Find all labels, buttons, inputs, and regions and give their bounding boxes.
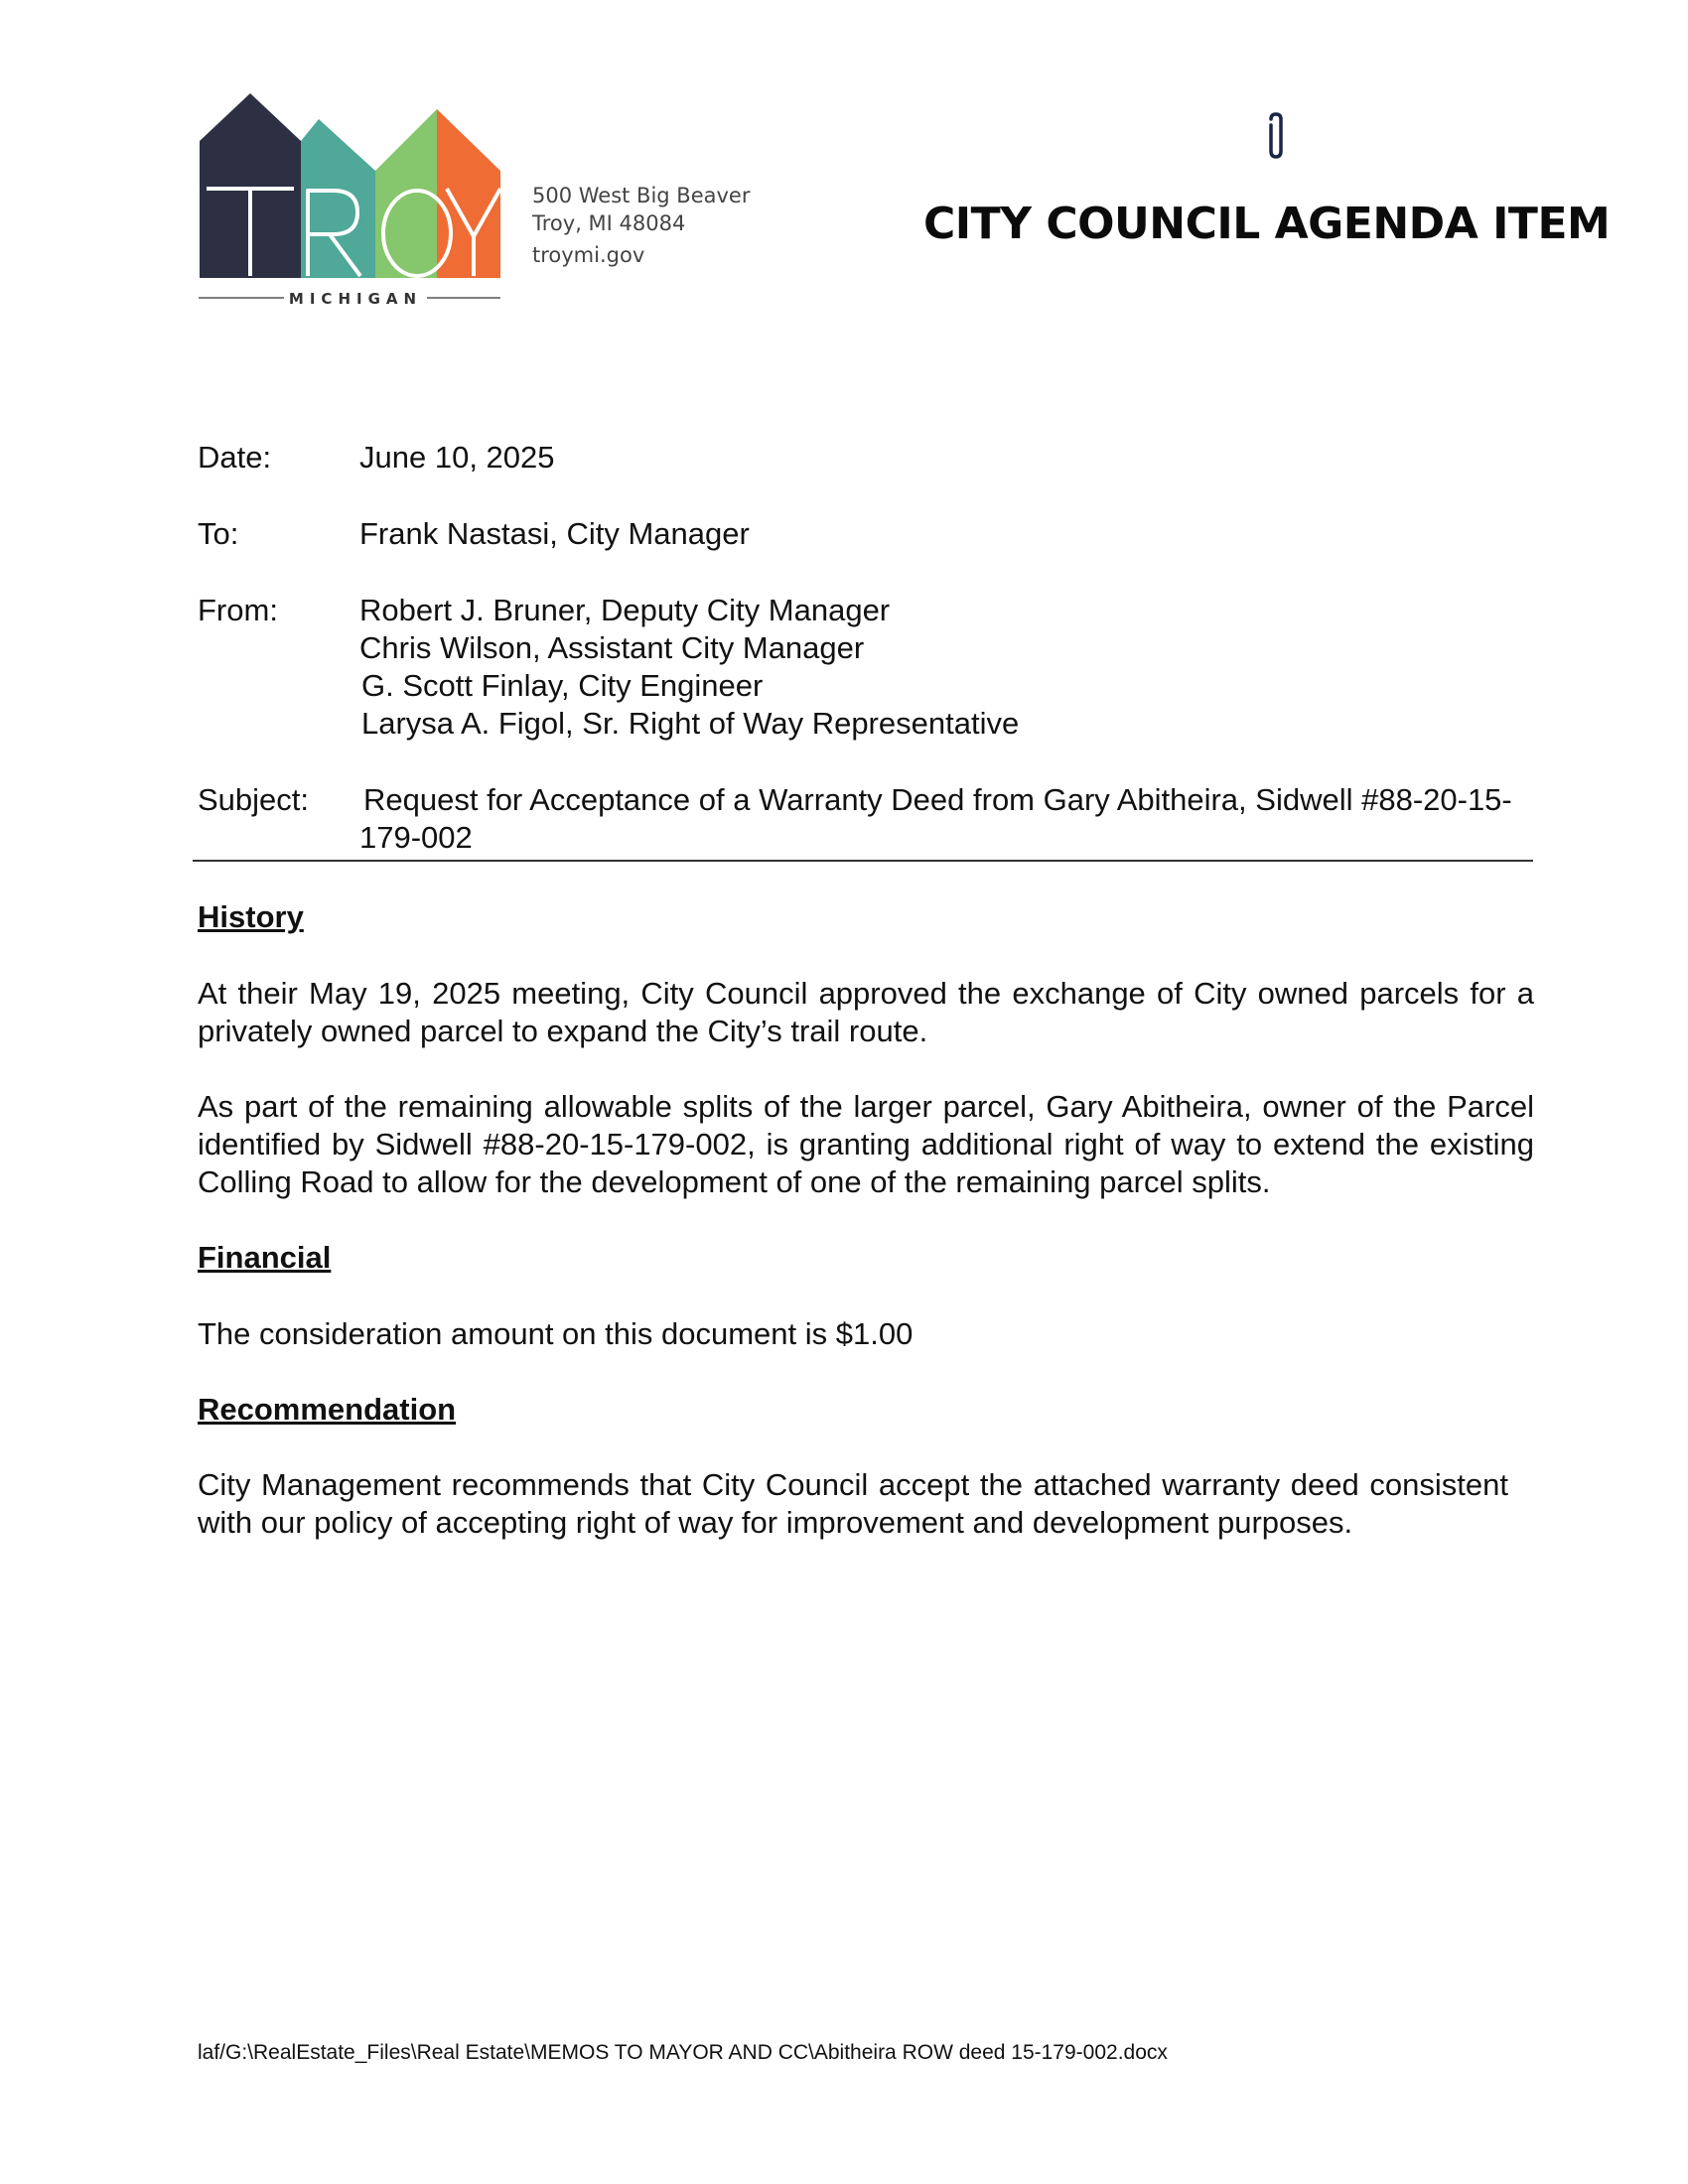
financial-heading: Financial [198,1240,332,1275]
history-paragraph-2: As part of the remaining allowable splits of the larger parcel, Gary Abitheira, owner of the Parcel identified by Sidwell #88-20-15-179-002, is granting additional right of way to extend the existing Colling Road to allow for the development of one of the remaining parcel splits. [198,1089,1534,1199]
date-value: June 10, 2025 [359,440,555,475]
to-label: To: [198,516,239,551]
history-paragraph-1: At their May 19, 2025 meeting, City Council approved the exchange of City owned parcels for a privately owned parcel to expand the City’s trail route. [198,976,1534,1048]
logo-state-text: MICHIGAN [288,290,423,308]
subject-label: Subject: [198,782,310,817]
recommendation-heading: Recommendation [198,1392,457,1427]
page-title: CITY COUNCIL AGENDA ITEM [923,199,1611,249]
address-line-1: 500 West Big Beaver [532,184,751,207]
from-line-4: Larysa A. Figol, Sr. Right of Way Representative [361,706,1020,741]
history-heading: History [198,899,304,934]
subject-line-1: Request for Acceptance of a Warranty Deed from Gary Abitheira, Sidwell #88-20-15- [363,782,1512,817]
financial-paragraph: The consideration amount on this document is $1.00 [198,1316,914,1351]
file-path-footer: laf/G:\RealEstate_Files\Real Estate\MEMOS TO MAYOR AND CC\Abitheira ROW deed 15-179-002.docx [198,2041,1168,2064]
website-text: troymi.gov [532,243,645,267]
header-divider [193,860,1533,862]
troy-michigan-logo [197,89,514,313]
from-line-2: Chris Wilson, Assistant City Manager [359,630,865,665]
date-label: Date: [198,440,272,475]
recommendation-paragraph: City Management recommends that City Council accept the attached warranty deed consistent with our policy of accepting right of way for improvement and development purposes. [198,1467,1508,1540]
from-line-1: Robert J. Bruner, Deputy City Manager [359,593,891,627]
paperclip-icon [1263,111,1289,161]
from-label: From: [198,593,278,627]
address-line-2: Troy, MI 48084 [532,211,686,235]
from-line-3: G. Scott Finlay, City Engineer [361,668,764,703]
to-value: Frank Nastasi, City Manager [359,516,750,551]
subject-line-2: 179-002 [359,820,473,855]
